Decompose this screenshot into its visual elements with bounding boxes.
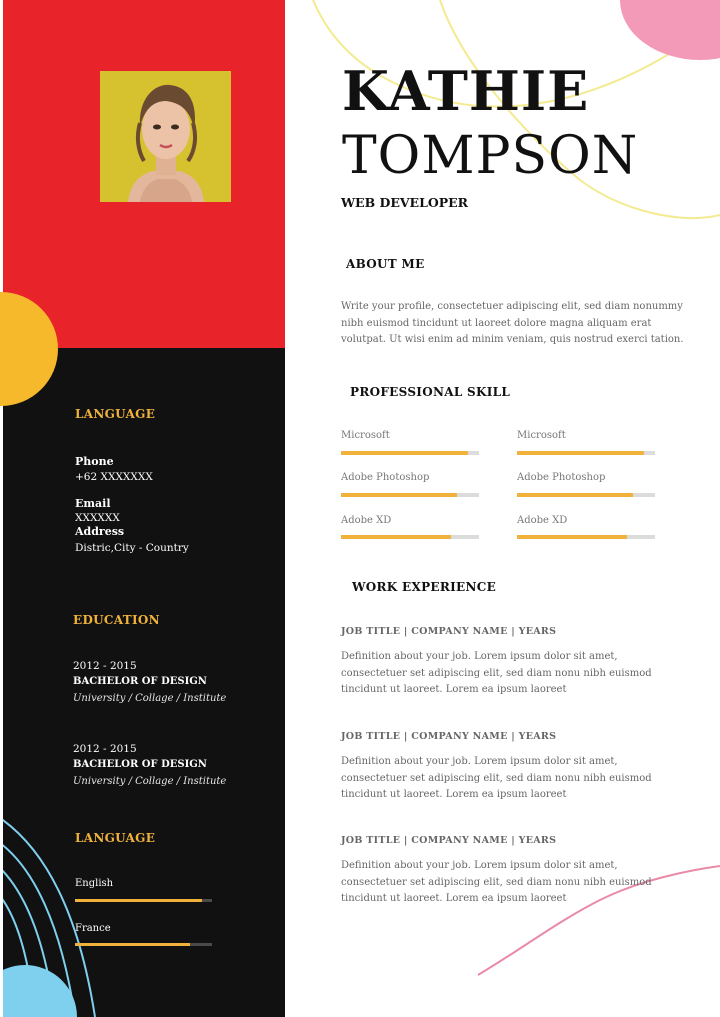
job-line: tincidunt ut laoreet. Lorem ea ipsum laoreet [341,893,567,904]
skill-name: Adobe XD [341,515,392,526]
skill-level-bar [341,535,479,539]
last-name: TOMPSON [342,126,639,186]
education-degree: BACHELOR OF DESIGN [73,676,207,687]
skill-name: Adobe Photoshop [341,472,430,483]
job-title: JOB TITLE | COMPANY NAME | YEARS [341,731,557,742]
skill-level-bar [517,451,655,455]
contact-heading: LANGUAGE [75,407,156,421]
job-line: Definition about your job. Lorem ipsum dolor sit amet, [341,860,618,871]
job-line: consectetuer set adipiscing elit, sed diam nonu nibh euismod [341,772,652,784]
job-line: consectetuer set adipiscing elit, sed diam nonu nibh euismod [341,667,652,679]
skill-level-bar [341,451,479,455]
profile-photo [100,71,231,202]
skill-name: Microsoft [341,430,390,441]
skill-level-fill [517,535,627,539]
education-years: 2012 - 2015 [73,743,137,755]
job-title: JOB TITLE | COMPANY NAME | YEARS [341,835,557,846]
skill-level-fill [341,493,457,497]
skill-level-fill [517,493,633,497]
job-description [341,649,652,699]
about-line: nibh euismod tincidunt ut laoreet dolore magna aliquam erat [341,317,652,329]
education-years: 2012 - 2015 [73,660,137,672]
language-level-fill [75,943,190,946]
job-title: JOB TITLE | COMPANY NAME | YEARS [341,626,557,637]
language-level-bar [75,899,212,902]
education-school: University / Collage / Institute [73,776,227,787]
skill-name: Adobe Photoshop [517,472,606,483]
address-value: Distric,City - Country [75,542,189,554]
skills-heading: PROFESSIONAL SKILL [350,385,511,399]
first-name: KATHIE [342,59,590,123]
job-line: consectetuer set adipiscing elit, sed diam nonu nibh euismod [341,876,652,888]
language-level-fill [75,899,202,902]
education-degree: BACHELOR OF DESIGN [73,759,207,770]
education-school: University / Collage / Institute [73,693,227,704]
skill-level-fill [341,535,451,539]
about-text [341,299,684,349]
skill-level-bar [341,493,479,497]
job-line: tincidunt ut laoreet. Lorem ea ipsum laoreet [341,789,567,800]
about-heading: ABOUT ME [346,257,425,271]
job-line: tincidunt ut laoreet. Lorem ea ipsum laoreet [341,684,567,695]
phone-value: +62 XXXXXXX [75,471,153,483]
about-line: volutpat. Ut wisi enim ad minim veniam, quis nostrud exerci tation. [341,334,684,345]
job-line: Definition about your job. Lorem ipsum dolor sit amet, [341,651,618,662]
about-line: Write your profile, consectetuer adipiscing elit, sed diam nonummy [341,301,683,312]
skill-level-bar [517,493,655,497]
portrait-illustration [100,71,231,202]
phone-label: Phone [75,455,114,468]
language-name: France [75,923,111,934]
address-label: Address [75,525,125,538]
skill-level-bar [517,535,655,539]
job-description [341,858,652,908]
skill-level-fill [341,451,468,455]
email-label: Email [75,497,111,510]
job-line: Definition about your job. Lorem ipsum dolor sit amet, [341,756,618,767]
pink-blob [620,0,720,60]
job-role: WEB DEVELOPER [341,195,469,210]
language-name: English [75,878,114,889]
language-level-bar [75,943,212,946]
job-description [341,754,652,804]
language-heading: LANGUAGE [75,831,156,845]
skill-name: Microsoft [517,430,566,441]
email-value: XXXXXX [75,512,120,524]
skill-name: Adobe XD [517,515,568,526]
experience-heading: WORK EXPERIENCE [352,580,497,594]
education-heading: EDUCATION [73,613,160,627]
skill-level-fill [517,451,644,455]
